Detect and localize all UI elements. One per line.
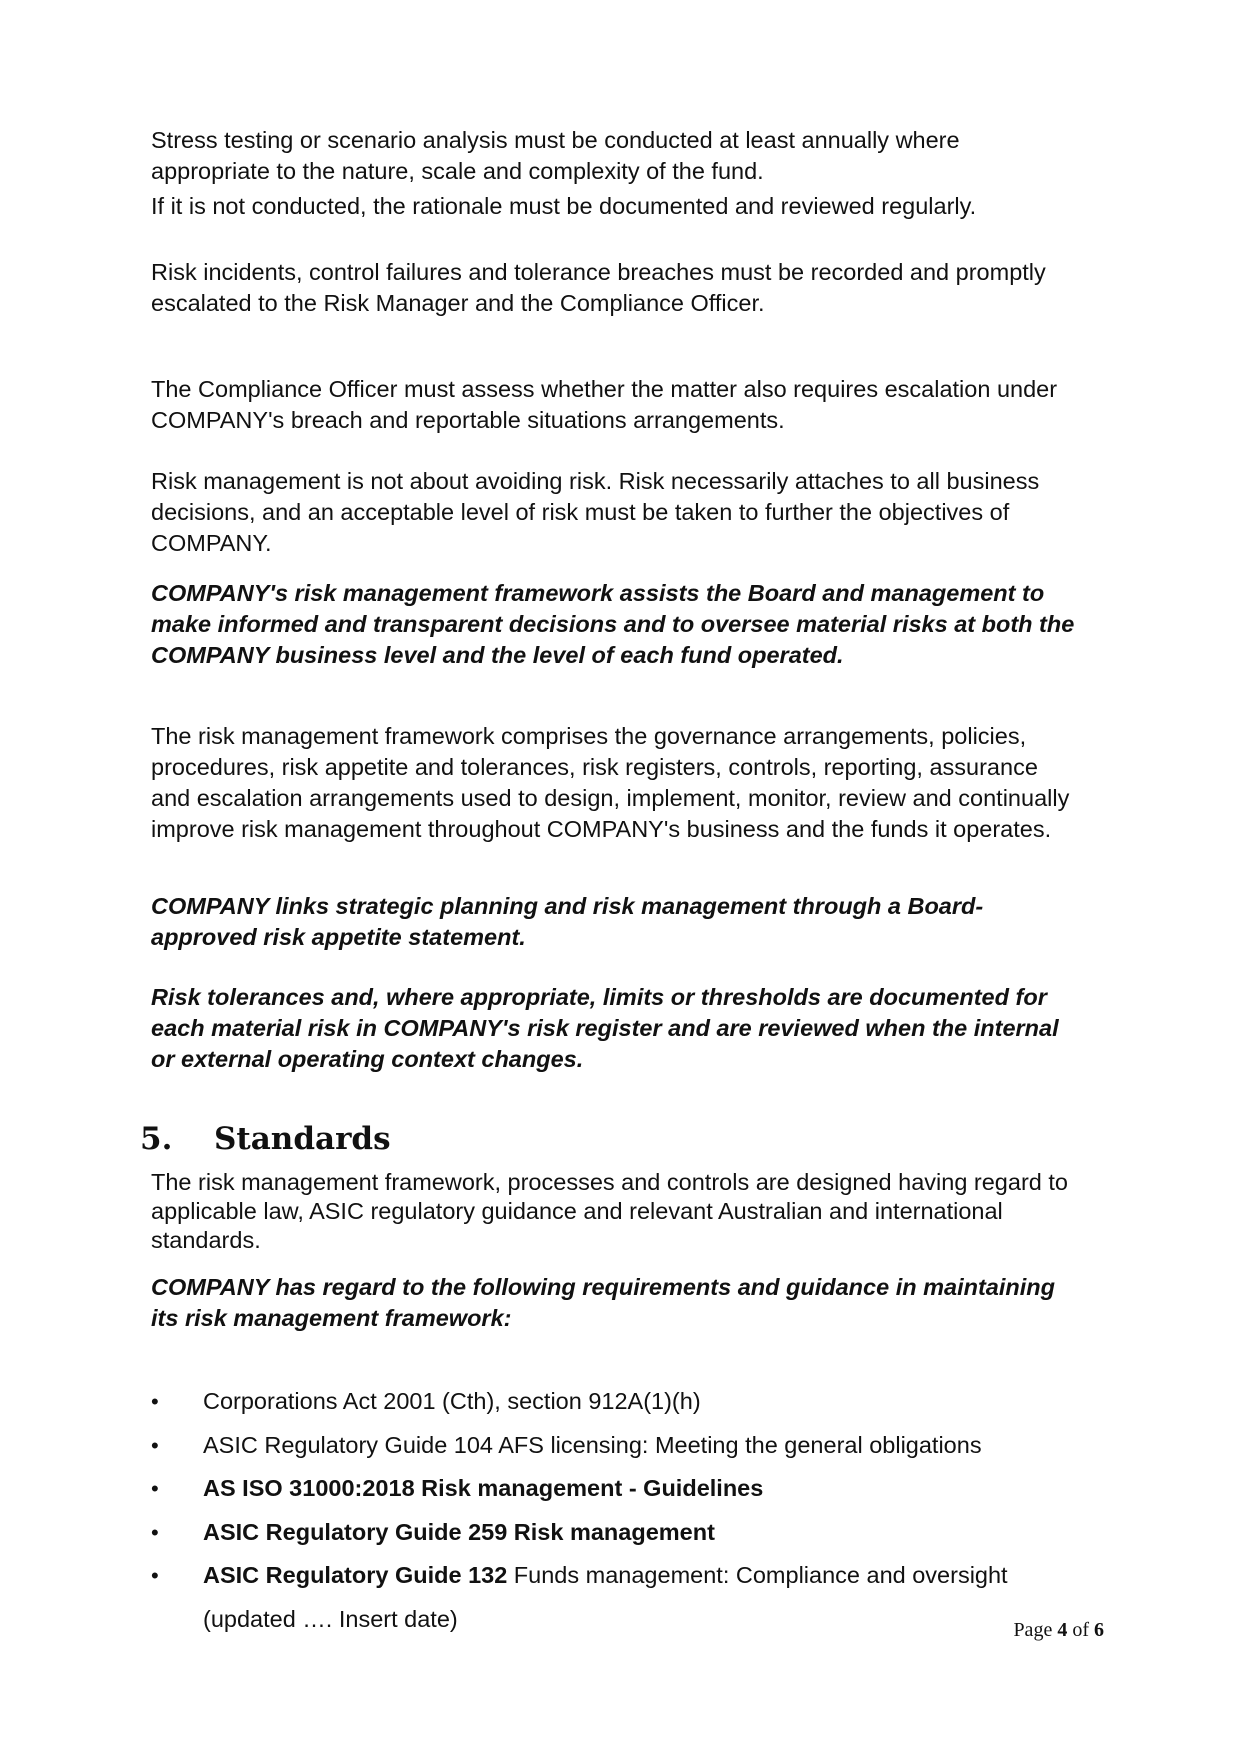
paragraph-framework-comprises: The risk management framework comprises the governance arrangements, policies, procedures, risk appetite and tolerances, risk registers, controls, reporting, assurance and escalation arrangements used to design, implement, monitor, review and continually improve risk management throughout COMPANY's business and the funds it operates. (151, 723, 1070, 842)
paragraph-compliance-officer: The Compliance Officer must assess whether the matter also requires escalation under COMPANY's breach and reportable situations arrangements. (151, 376, 1058, 433)
paragraph-strategic-planning: COMPANY links strategic planning and risk management through a Board-approved risk appetite statement. (151, 893, 984, 950)
page-number-footer (1013, 1618, 1104, 1642)
list-item-text-bold: ASIC Regulatory Guide 132 (203, 1562, 508, 1588)
list-item (151, 1424, 1111, 1468)
list-item-text: ASIC Regulatory Guide 104 AFS licensing: Meeting the general obligations (203, 1431, 982, 1458)
paragraph-rationale: If it is not conducted, the rationale must be documented and reviewed regularly. (151, 193, 977, 219)
list-item (151, 1554, 1111, 1641)
list-item (151, 1380, 1111, 1424)
footer-page-number: 4 (1057, 1619, 1068, 1641)
section-heading-standards (140, 1119, 391, 1159)
section-number: 5. (140, 1121, 173, 1157)
list-item-text: ASIC Regulatory Guide 259 Risk management (203, 1518, 715, 1545)
paragraph-framework-assists: COMPANY's risk management framework assists the Board and management to make informed and transparent decisions and to oversee material risks at both the COMPANY business level and the level of each fund operated. (151, 580, 1075, 668)
list-item (151, 1511, 1111, 1555)
list-item-text: Corporations Act 2001 (Cth), section 912A(1)(h) (203, 1388, 701, 1414)
footer-of-label: of (1067, 1619, 1094, 1641)
bullet-icon: • (151, 1563, 159, 1588)
bullet-icon: • (151, 1476, 159, 1501)
standards-list (151, 1380, 1111, 1641)
list-item-text: AS ISO 31000:2018 Risk management - Guidelines (203, 1475, 764, 1501)
list-item (151, 1467, 1111, 1511)
bullet-icon: • (151, 1519, 159, 1545)
bullet-icon: • (151, 1432, 159, 1458)
list-item-continuation: (updated …. Insert date) (203, 1605, 458, 1632)
footer-page-total: 6 (1094, 1619, 1104, 1641)
section-title: Standards (214, 1121, 391, 1157)
paragraph-standards-intro: The risk management framework, processes and controls are designed having regard to applicable law, ASIC regulatory guidance and relevant Australian and international standards. (151, 1169, 1068, 1253)
paragraph-risk-incidents: Risk incidents, control failures and tolerance breaches must be recorded and promptly escalated to the Risk Manager and the Compliance Officer. (151, 259, 1046, 316)
footer-page-label: Page (1013, 1619, 1058, 1641)
paragraph-standards-lead: COMPANY has regard to the following requirements and guidance in maintaining its risk management framework: (151, 1274, 1055, 1331)
paragraph-stress-testing: Stress testing or scenario analysis must be conducted at least annually where appropriate to the nature, scale and complexity of the fund. (151, 127, 960, 184)
bullet-icon: • (151, 1389, 159, 1414)
paragraph-risk-tolerances: Risk tolerances and, where appropriate, limits or thresholds are documented for each material risk in COMPANY's risk register and are reviewed when the internal or external operating context changes. (151, 984, 1059, 1072)
list-item-text: Funds management: Compliance and oversight (507, 1562, 1008, 1588)
paragraph-risk-not-avoiding: Risk management is not about avoiding risk. Risk necessarily attaches to all business decisions, and an acceptable level of risk must be taken to further the objectives of COMPANY. (151, 468, 1040, 556)
